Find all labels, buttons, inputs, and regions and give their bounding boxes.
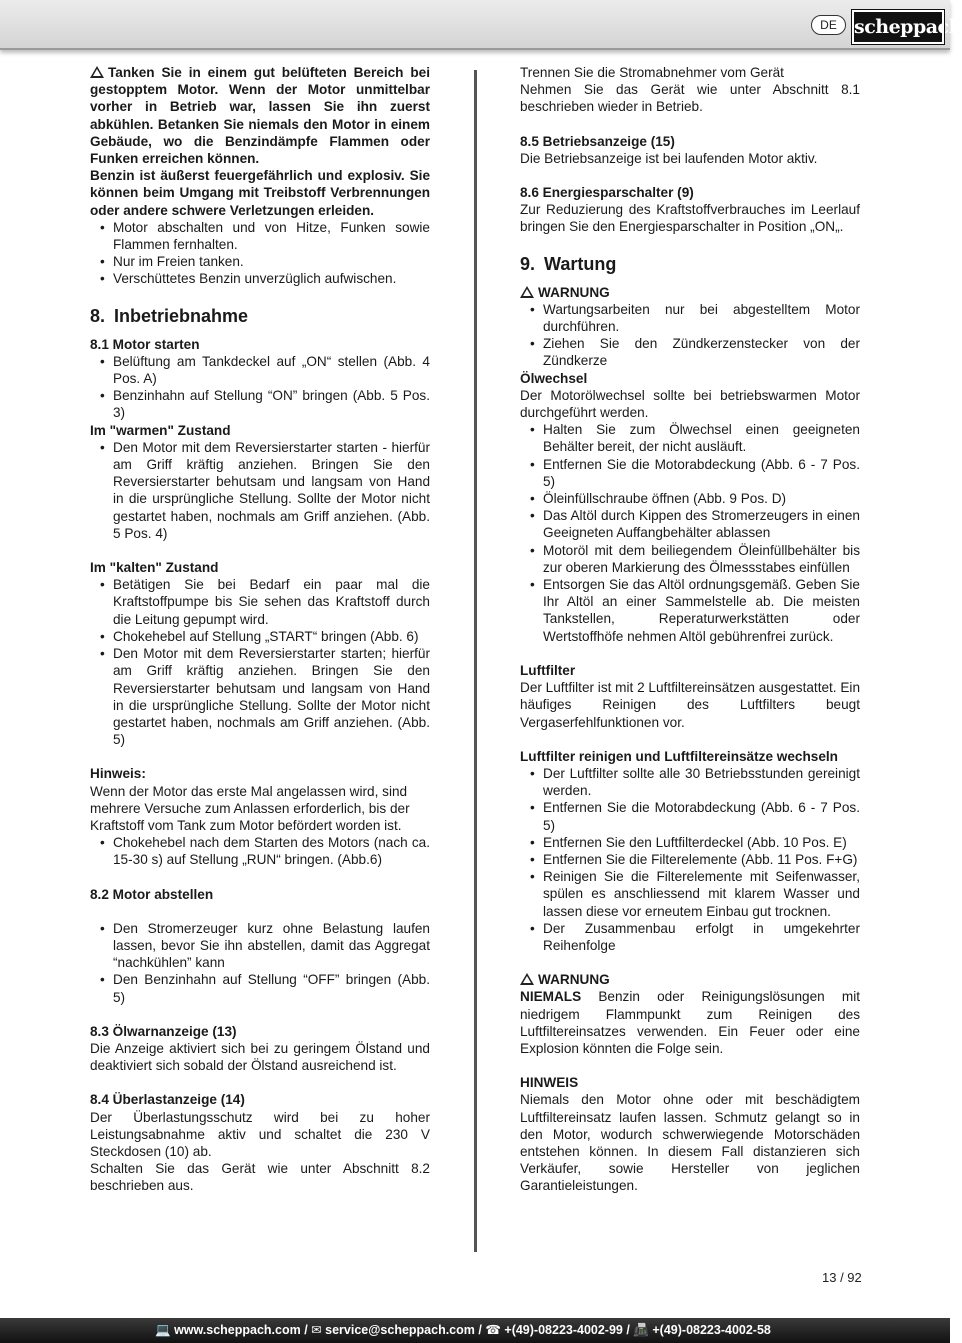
list-item: • Entfernen Sie die Filterelemente (Abb. 11 Pos. F+G) [520,851,860,868]
maintenance-warning-bullets [520,301,860,370]
warning-icon [520,973,534,985]
hint-text: Wenn der Motor das erste Mal angelassen wird, sind mehrere Versuche zum Anlassen erforderlich, bis der Kraftstoff vom Tank zum Motor befördert worden ist. [90,783,410,833]
list-item: • Das Altöl durch Kippen des Stromerzeugers in einen Geeigneten Auffangbehälter ablassen [520,507,860,541]
energy-saver-text: Zur Reduzierung des Kraftstoffverbrauches im Leerlauf bringen Sie den Energiesparschalter in Position „ON„. [520,202,860,235]
list-item: • Wartungsarbeiten nur bei abgestelltem Motor durchführen. [520,301,860,335]
oil-change-text: Der Motorölwechsel sollte bei betriebswarmen Motor durchgeführt werden. [520,387,860,421]
subheading-8-2: 8.2 Motor abstellen [90,886,214,902]
list-item: • Öleinfüllschraube öffnen (Abb. 9 Pos. D) [520,490,860,507]
phone-icon: ☎ [485,1323,501,1337]
list-item: • Motor abschalten und von Hitze, Funken sowie Flammen fernhalten. [90,219,430,253]
list-item: • Chokehebel auf Stellung „START“ bringen (Abb. 6) [90,628,430,645]
subheading-warm: Im "warmen" Zustand [90,422,231,438]
subheading-cold: Im "kalten" Zustand [90,560,219,576]
subheading-hint: Hinweis: [90,766,146,782]
overload-text-2: Schalten Sie das Gerät wie unter Abschnitt 8.2 beschrieben aus. [90,1161,430,1194]
never-warning-text: NIEMALS Benzin oder Reinigungslösungen mit niedrigem Flammpunkt zum Reinigen des Luftfiltereinsatzes verwenden. Ein Feuer oder eine Explosion könnten die Folge sein. [520,989,860,1056]
list-item: • Entfernen Sie den Luftfilterdeckel (Abb. 10 Pos. E) [520,834,860,851]
fuel-warning: Tanken Sie in einem gut belüfteten Bereich bei gestopptem Motor. Wenn der Motor unmittelbar vorher in Betrieb war, lassen Sie ihn zuerst abkühlen. Betanken Sie niemals den Motor in einem Gebäude, wo die Benzindämpfe Flammen oder Funken erreichen können. [90,65,430,167]
list-item: • Den Stromerzeuger kurz ohne Belastung laufen lassen, bevor Sie ihn abstellen, damit das Aggregat “nachkühlen” kann [90,920,430,972]
page-footer [0,1318,950,1343]
subheading-8-3: 8.3 Ölwarnanzeige (13) [90,1023,237,1039]
list-item: • Nur im Freien tanken. [90,253,430,270]
language-badge: DE [811,15,846,35]
list-item: • Entfernen Sie die Motorabdeckung (Abb. 6 - 7 Pos. 5) [520,456,860,490]
list-item: • Entsorgen Sie das Altöl ordnungsgemäß. Geben Sie Ihr Altöl an einer Sammelstelle ab. Die meisten Tankstellen, Reperaturwerkstätten oder Wertstoffhöfe nehmen Altöl gebührenfrei zurück. [520,576,860,645]
brand-logo: scheppach [852,10,944,44]
stop-bullets [90,920,430,1006]
footer-phone: +(49)-08223-4002-99 / [504,1323,630,1337]
computer-icon: 💻 [155,1323,171,1337]
section-heading-8: 8. Inbetriebnahme [90,305,249,326]
page-number: 13 / 92 [822,1270,862,1285]
continued-text: Trennen Sie die Stromabnehmer vom Gerät [520,65,784,80]
list-item: • Den Benzinhahn auf Stellung “OFF” bringen (Abb. 5) [90,971,430,1005]
continued-text-2: Nehmen Sie das Gerät wie unter Abschnitt 8.1 beschrieben wieder in Betrieb. [520,82,860,115]
footer-fax: +(49)-08223-4002-58 [652,1323,771,1337]
list-item: • Den Motor mit dem Reversierstarter starten; hierfür am Griff kräftig anziehen. Bringen Sie den Reversierstarter behutsam und langsam von Hand in die ursprüngliche Stellung. Sollte der Motor nicht gestartet haben, nochmals am Griff anziehen. (Abb. 5) [90,645,430,748]
list-item: • Der Zusammenbau erfolgt in umgekehrter Reihenfolge [520,920,860,954]
list-item: • Betätigen Sie bei Bedarf ein paar mal die Kraftstoffpumpe bis Sie sehen das Kraftstoff durch die Leitung gepumpt wird. [90,576,430,628]
footer-email-link[interactable]: service@scheppach.com / [325,1323,482,1337]
subheading-8-6: 8.6 Energiesparschalter (9) [520,185,694,201]
list-item: • Chokehebel nach dem Starten des Motors (nach ca. 15-30 s) auf Stellung „RUN“ bringen. (Abb.6) [90,834,430,868]
fuel-warning-2: Benzin ist äußerst feuergefährlich und explosiv. Sie können beim Umgang mit Treibstoff Verbrennungen oder andere schwere Verletzungen erleiden. [90,168,430,218]
list-item: • Der Luftfilter sollte alle 30 Betriebsstunden gereinigt werden. [520,765,860,799]
overload-text: Der Überlastungsschutz wird bei zu hoher Leistungsabnahme aktiv und schaltet die 230 V Steckdosen (10) ab. [90,1109,430,1159]
air-filter-bullets [520,765,860,954]
operation-indicator-text: Die Betriebsanzeige ist bei laufenden Motor aktiv. [520,150,818,166]
subheading-8-5: 8.5 Betriebsanzeige (15) [520,133,675,149]
warm-bullets [90,439,430,542]
list-item: • Ziehen Sie den Zündkerzenstecker von der Zündkerze [520,335,860,369]
list-item: • Halten Sie zum Ölwechsel einen geeigneten Behälter bereit, der nicht ausläuft. [520,421,860,455]
list-item: • Verschüttetes Benzin unverzüglich aufwischen. [90,270,430,287]
list-item: • Belüftung am Tankdeckel auf „ON“ stellen (Abb. 4 Pos. A) [90,353,430,387]
note-text: Niemals den Motor ohne oder mit beschädigtem Luftfiltereinsatz laufen lassen. Schmutz gelangt so in den Motor, wodurch schwerwiegende Motorschäden entstehen können. In diesem Fall distanzieren sich Verkäufer, sowie Hersteller von jeglichen Garantieleistungen. [520,1092,860,1194]
fuel-bullets [90,219,430,288]
subheading-8-4: 8.4 Überlastanzeige (14) [90,1092,245,1108]
cold-bullets [90,576,430,748]
right-column [520,64,860,1195]
list-item: • Den Motor mit dem Reversierstarter starten - hierfür am Griff kräftig anziehen. Bringen Sie den Reversierstarter behutsam und langsam von Hand in die ursprüngliche Stellung. Sollte der Motor nicht gestartet haben, nochmals am Griff anziehen. (Abb. 5 Pos. 4) [90,439,430,542]
left-column [90,64,430,1195]
warning-heading-2: WARNUNG [520,971,860,988]
subheading-note: HINWEIS [520,1075,579,1091]
warning-heading: WARNUNG [520,284,860,301]
list-item: • Motoröl mit dem beiliegendem Öleinfüllbehälter bis zur oberen Markierung des Ölmessstabes einfüllen [520,542,860,576]
subheading-oil-change: Ölwechsel [520,370,588,386]
mail-icon: ✉ [311,1323,322,1337]
list-item: • Reinigen Sie die Filterelemente mit Seifenwasser, spülen es anschliessend mit klarem Wasser und lassen diese vor erneutem Einbau gut trocknen. [520,868,860,920]
start-bullets [90,353,430,422]
warning-icon [520,286,534,298]
list-item: • Entfernen Sie die Motorabdeckung (Abb. 6 - 7 Pos. 5) [520,799,860,833]
subheading-air-filter: Luftfilter [520,662,576,678]
column-divider [474,70,477,1252]
oil-change-bullets [520,421,860,645]
section-heading-9: 9. Wartung [520,253,617,274]
subheading-8-1: 8.1 Motor starten [90,336,200,352]
subheading-air-filter-clean: Luftfilter reinigen und Luftfiltereinsätze wechseln [520,748,838,764]
list-item: • Benzinhahn auf Stellung “ON” bringen (Abb. 5 Pos. 3) [90,387,430,421]
air-filter-text: Der Luftfilter ist mit 2 Luftfiltereinsätzen ausgestattet. Ein häufiges Reinigen des Luftfilters beugt Vergaserfehlfunktionen vor. [520,680,861,730]
page-header [0,0,962,50]
oil-warning-text: Die Anzeige aktiviert sich bei zu geringem Ölstand und deaktiviert sich sobald der Ölstand ausreichend ist. [90,1040,430,1074]
hint-bullets [90,834,430,868]
fax-icon: 📠 [633,1323,649,1337]
warning-icon [90,66,104,78]
footer-website-link[interactable]: www.scheppach.com / [174,1323,308,1337]
